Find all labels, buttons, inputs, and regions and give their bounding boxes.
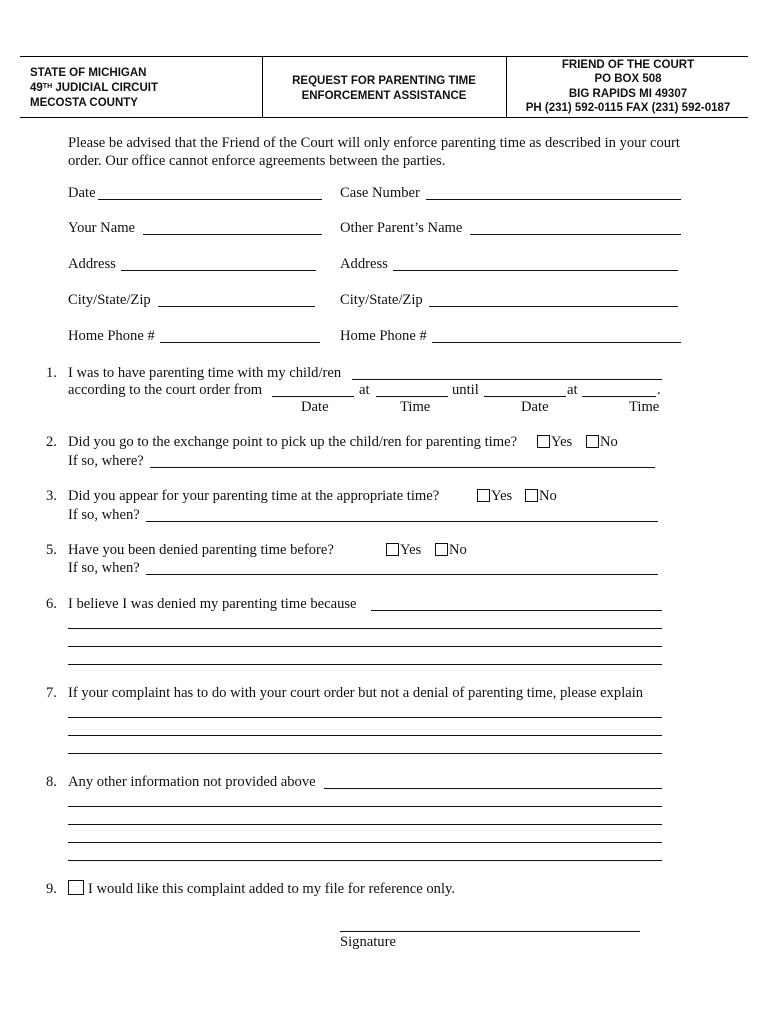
- q5-follow-label: If so, when?: [68, 560, 140, 576]
- q5-number: 5.: [46, 542, 57, 558]
- q3-number: 3.: [46, 488, 57, 504]
- intro-line-1: Please be advised that the Friend of the Court will only enforce parenting time as described in your court: [68, 135, 680, 151]
- phone-right-field[interactable]: [432, 342, 681, 343]
- q2-text: Did you go to the exchange point to pick up the child/ren for parenting time?: [68, 434, 518, 450]
- q1-number: 1.: [46, 365, 57, 381]
- header-top-rule: [20, 56, 748, 57]
- q1-at-1: at: [359, 382, 370, 398]
- q6-text: I believe I was denied my parenting time because: [68, 596, 357, 612]
- county-name: MECOSTA COUNTY: [30, 97, 138, 109]
- q2-no-checkbox[interactable]: [586, 435, 599, 448]
- q1-at-2: at: [567, 382, 578, 398]
- q6-answer-line-4[interactable]: [68, 664, 662, 665]
- q5-no-option[interactable]: No: [435, 541, 467, 559]
- signature-field[interactable]: [340, 931, 640, 932]
- q8-answer-line-1[interactable]: [324, 788, 662, 789]
- header-divider-left: [262, 56, 263, 117]
- q1-caption-time-2: Time: [629, 399, 660, 415]
- q1-period: .: [657, 382, 661, 398]
- q7-text: If your complaint has to do with your court order but not a denial of parenting time, please explain: [68, 685, 644, 701]
- office-contact: FRIEND OF THE COURT PO BOX 508 BIG RAPIDS MI 49307 PH (231) 592-0115 FAX (231) 592-0187: [525, 59, 731, 114]
- q1-text-2: according to the court order from: [68, 382, 263, 398]
- q3-follow-label: If so, when?: [68, 507, 140, 523]
- q6-answer-line-2[interactable]: [68, 628, 662, 629]
- q5-yes-option[interactable]: Yes: [386, 541, 421, 559]
- city-left-field[interactable]: [158, 306, 315, 307]
- q8-answer-line-5[interactable]: [68, 860, 662, 861]
- q1-end-time-field[interactable]: [582, 396, 656, 397]
- address-right-field[interactable]: [393, 270, 678, 271]
- date-field[interactable]: [98, 199, 322, 200]
- address-left-label: Address: [68, 256, 116, 272]
- q3-no-checkbox[interactable]: [525, 489, 538, 502]
- q2-yes-option[interactable]: Yes: [537, 433, 572, 451]
- q8-text: Any other information not provided above: [68, 774, 316, 790]
- q3-text: Did you appear for your parenting time at the appropriate time?: [68, 488, 440, 504]
- q1-end-date-field[interactable]: [484, 396, 566, 397]
- header-bottom-rule: [20, 117, 748, 118]
- q2-number: 2.: [46, 434, 57, 450]
- state-name: STATE OF MICHIGAN: [30, 67, 147, 79]
- court-identity: [30, 66, 158, 111]
- form-title: REQUEST FOR PARENTING TIME ENFORCEMENT ASSISTANCE: [292, 75, 476, 102]
- q8-answer-line-2[interactable]: [68, 806, 662, 807]
- q5-text: Have you been denied parenting time before?: [68, 542, 334, 558]
- q1-start-date-field[interactable]: [272, 396, 354, 397]
- address-right-label: Address: [340, 256, 388, 272]
- phone-left-label: Home Phone #: [68, 328, 155, 344]
- q7-answer-line-2[interactable]: [68, 735, 662, 736]
- q9-number: 9.: [46, 881, 57, 897]
- phone-right-label: Home Phone #: [340, 328, 427, 344]
- q9-checkbox[interactable]: [68, 880, 84, 895]
- q5-yes-checkbox[interactable]: [386, 543, 399, 556]
- header-divider-right: [506, 56, 507, 117]
- q8-answer-line-3[interactable]: [68, 824, 662, 825]
- q5-no-checkbox[interactable]: [435, 543, 448, 556]
- city-right-field[interactable]: [429, 306, 678, 307]
- q1-start-time-field[interactable]: [376, 396, 448, 397]
- phone-left-field[interactable]: [160, 342, 320, 343]
- other-parent-name-field[interactable]: [470, 234, 681, 235]
- q5-when-field[interactable]: [146, 574, 658, 575]
- q1-children-field[interactable]: [352, 379, 662, 380]
- q7-answer-line-1[interactable]: [68, 717, 662, 718]
- q6-answer-line-3[interactable]: [68, 646, 662, 647]
- q3-no-option[interactable]: No: [525, 487, 557, 505]
- q1-caption-date-1: Date: [301, 399, 329, 415]
- case-number-field[interactable]: [426, 199, 681, 200]
- city-right-label: City/State/Zip: [340, 292, 423, 308]
- your-name-label: Your Name: [68, 220, 136, 236]
- q3-yes-checkbox[interactable]: [477, 489, 490, 502]
- your-name-field[interactable]: [143, 234, 322, 235]
- date-label: Date: [68, 185, 96, 201]
- q1-caption-date-2: Date: [521, 399, 549, 415]
- signature-label: Signature: [340, 934, 396, 950]
- q2-follow-label: If so, where?: [68, 453, 144, 469]
- address-left-field[interactable]: [121, 270, 316, 271]
- q9-option[interactable]: I would like this complaint added to my file for reference only.: [68, 880, 455, 898]
- case-number-label: Case Number: [340, 185, 420, 201]
- circuit-name: 49TH JUDICIAL CIRCUIT: [30, 82, 158, 94]
- city-left-label: City/State/Zip: [68, 292, 151, 308]
- q3-when-field[interactable]: [146, 521, 658, 522]
- q1-caption-time-1: Time: [400, 399, 431, 415]
- q3-yes-option[interactable]: Yes: [477, 487, 512, 505]
- q8-answer-line-4[interactable]: [68, 842, 662, 843]
- q7-number: 7.: [46, 685, 57, 701]
- q2-where-field[interactable]: [150, 467, 655, 468]
- q7-answer-line-3[interactable]: [68, 753, 662, 754]
- q6-number: 6.: [46, 596, 57, 612]
- q2-no-option[interactable]: No: [586, 433, 618, 451]
- q1-until: until: [452, 382, 479, 398]
- other-parent-name-label: Other Parent’s Name: [340, 220, 463, 236]
- q8-number: 8.: [46, 774, 57, 790]
- intro-line-2: order. Our office cannot enforce agreements between the parties.: [68, 153, 446, 169]
- q1-text: I was to have parenting time with my child/ren: [68, 365, 342, 381]
- q2-yes-checkbox[interactable]: [537, 435, 550, 448]
- q6-answer-line-1[interactable]: [371, 610, 662, 611]
